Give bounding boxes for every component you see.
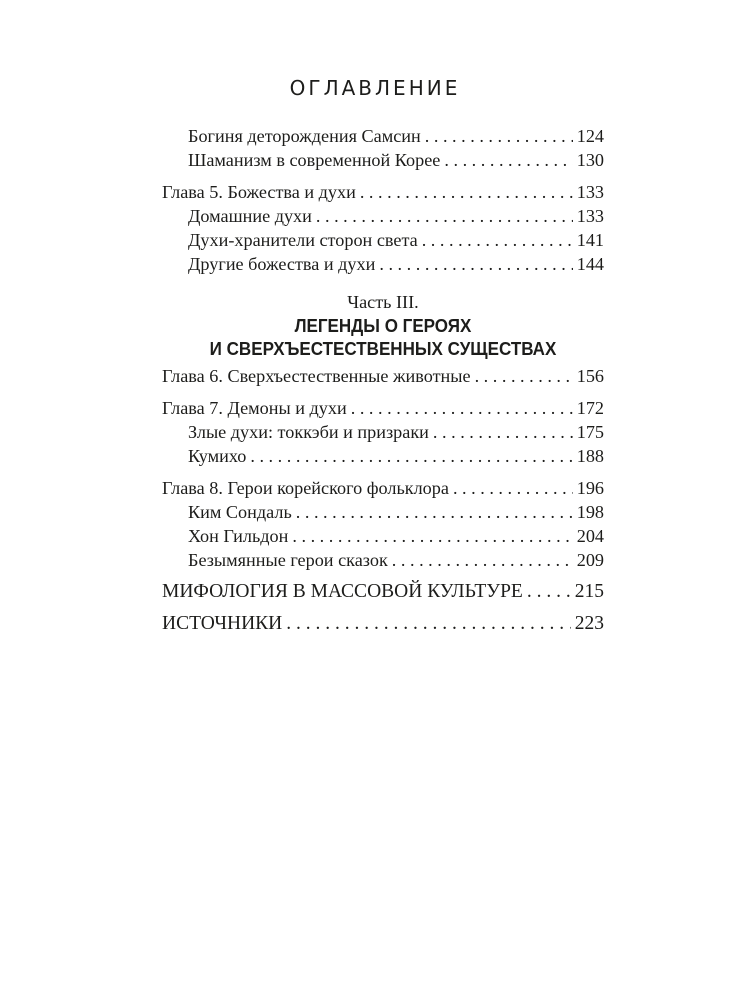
dot-leader <box>433 420 573 444</box>
toc-entry-page: 133 <box>576 206 604 226</box>
dot-leader <box>351 396 573 420</box>
toc-entry-label: Злые духи: токкэби и призраки <box>188 422 429 442</box>
toc-entry-page: 196 <box>576 478 604 498</box>
toc-entry-page: 198 <box>576 502 604 522</box>
dot-leader <box>292 524 572 548</box>
toc-entry[interactable] <box>162 204 604 228</box>
toc-entry-label: Глава 5. Божества и духи <box>162 182 356 202</box>
toc-entry-label: Кумихо <box>188 446 247 466</box>
toc-section-entry[interactable] <box>162 580 604 604</box>
toc-entry-label: Шаманизм в современной Корее <box>188 150 441 170</box>
toc-entry-label: Духи-хранители сторон света <box>188 230 418 250</box>
part-label: Часть III. <box>347 292 419 312</box>
page-title: ОГЛАВЛЕНИЕ <box>289 76 461 100</box>
toc-section-entry[interactable] <box>162 612 604 636</box>
dot-leader <box>379 252 572 276</box>
dot-leader <box>425 124 573 148</box>
toc-entry-label: Глава 6. Сверхъестественные животные <box>162 366 471 386</box>
toc-entry-page: 124 <box>576 126 604 146</box>
toc-entry[interactable] <box>162 124 604 148</box>
toc-entry-page: 144 <box>576 254 604 274</box>
dot-leader <box>392 548 573 572</box>
toc-entry-label: Домашние духи <box>188 206 312 226</box>
toc-entry-page: 156 <box>576 366 604 386</box>
toc-entry-label: Ким Сондаль <box>188 502 292 522</box>
toc-entry-label: МИФОЛОГИЯ В МАССОВОЙ КУЛЬТУРЕ <box>162 581 523 602</box>
toc-entry[interactable] <box>162 420 604 444</box>
toc-entry-label: Богиня деторождения Самсин <box>188 126 421 146</box>
toc-chapter-entry[interactable] <box>162 476 604 500</box>
toc-entry[interactable] <box>162 500 604 524</box>
dot-leader <box>444 148 572 172</box>
dot-leader <box>360 180 573 204</box>
dot-leader <box>527 580 571 604</box>
dot-leader <box>316 204 573 228</box>
toc-entry-page: 133 <box>576 182 604 202</box>
toc-entry-page: 209 <box>576 550 604 570</box>
toc-entry-page: 223 <box>574 613 604 634</box>
toc-entry-label: Хон Гильдон <box>188 526 289 546</box>
toc-entry-page: 172 <box>576 398 604 418</box>
toc-entry-page: 215 <box>574 581 604 602</box>
toc-chapter-entry[interactable] <box>162 180 604 204</box>
toc-chapter-entry[interactable] <box>162 396 604 420</box>
part-heading <box>162 290 604 360</box>
part-title-line-2: И СВЕРХЪЕСТЕСТВЕННЫХ СУЩЕСТВАХ <box>209 338 557 359</box>
dot-leader <box>475 364 573 388</box>
toc-entry-page: 130 <box>576 150 604 170</box>
dot-leader <box>286 612 570 636</box>
part-title-line-1: ЛЕГЕНДЫ О ГЕРОЯХ <box>294 315 472 336</box>
toc-entry-label: ИСТОЧНИКИ <box>162 613 283 634</box>
toc-entry-label: Безымянные герои сказок <box>188 550 388 570</box>
toc-entry-label: Другие божества и духи <box>188 254 376 274</box>
dot-leader <box>422 228 573 252</box>
dot-leader <box>296 500 573 524</box>
toc-entry-page: 204 <box>576 526 604 546</box>
toc-entry[interactable] <box>162 228 604 252</box>
toc-entry[interactable] <box>162 148 604 172</box>
toc-entry[interactable] <box>162 548 604 572</box>
toc-entry-label: Глава 8. Герои корейского фольклора <box>162 478 449 498</box>
toc-chapter-entry[interactable] <box>162 364 604 388</box>
toc-entry-page: 141 <box>576 230 604 250</box>
toc-entry[interactable] <box>162 524 604 548</box>
toc-entry-page: 175 <box>576 422 604 442</box>
dot-leader <box>453 476 573 500</box>
dot-leader <box>250 444 572 468</box>
toc-entry[interactable] <box>162 252 604 276</box>
toc-entry-page: 188 <box>576 446 604 466</box>
toc-entry-label: Глава 7. Демоны и духи <box>162 398 347 418</box>
table-of-contents <box>162 124 604 636</box>
toc-entry[interactable] <box>162 444 604 468</box>
